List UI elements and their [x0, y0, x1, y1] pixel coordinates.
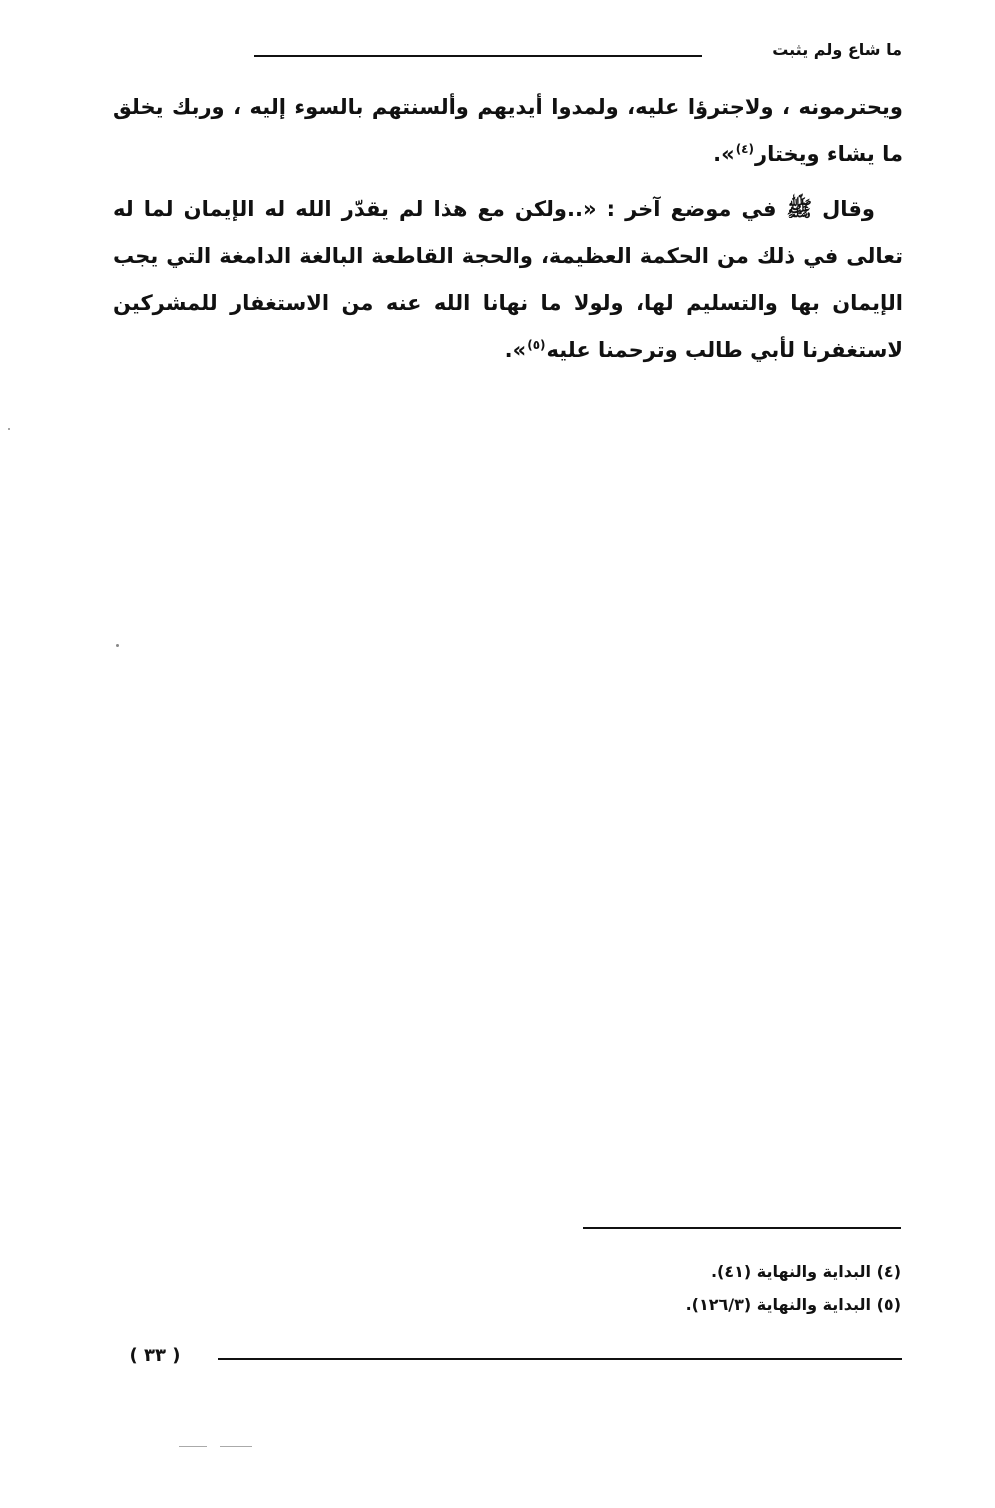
- page-number: ( ٣٣ ): [129, 1345, 181, 1366]
- running-header: [254, 38, 902, 68]
- scan-speck: [8, 428, 10, 430]
- paragraph-1-closing: ».: [713, 142, 735, 166]
- footnote-4: (٤) البداية والنهاية (٤١).: [710, 1262, 901, 1281]
- header-rule: [254, 55, 702, 57]
- paragraph-2-closing: ».: [504, 338, 527, 362]
- footnotes: [401, 1255, 901, 1321]
- paragraph-1-text: ويحترمونه ، ولاجترؤا عليه، ولمدوا أيديهم وألسنتهم بالسوء إليه ، وربك يخلق ما يشاء ويختار: [113, 95, 903, 166]
- header-title: ما شاع ولم يثبت: [772, 40, 902, 59]
- main-text: [113, 84, 903, 382]
- footnote-5: (٥) البداية والنهاية (١٢٦/٣).: [685, 1295, 901, 1314]
- footer-rule: [218, 1358, 902, 1360]
- footnote-ref-4[interactable]: (٤): [735, 142, 754, 156]
- paragraph-2: [113, 186, 903, 374]
- paragraph-2-text: وقال ﷺ في موضع آخر : «..ولكن مع هذا لم يقدّر الله له الإيمان لما له تعالى في ذلك من الحكمة العظيمة، والحجة القاطعة البالغة الدامغة التي يجب الإيمان بها والتسليم لها، ولولا ما نهانا الله عنه من الاستغفار للمشركين لاستغفرنا لأبي طالب وترحمنا عليه: [113, 197, 903, 362]
- scan-dash: [220, 1446, 252, 1447]
- footnote-separator: [583, 1227, 901, 1229]
- scan-dash: [179, 1446, 207, 1447]
- paragraph-1: [113, 84, 903, 178]
- footnote-ref-5[interactable]: (٥): [527, 338, 546, 352]
- scan-speck: [116, 644, 119, 647]
